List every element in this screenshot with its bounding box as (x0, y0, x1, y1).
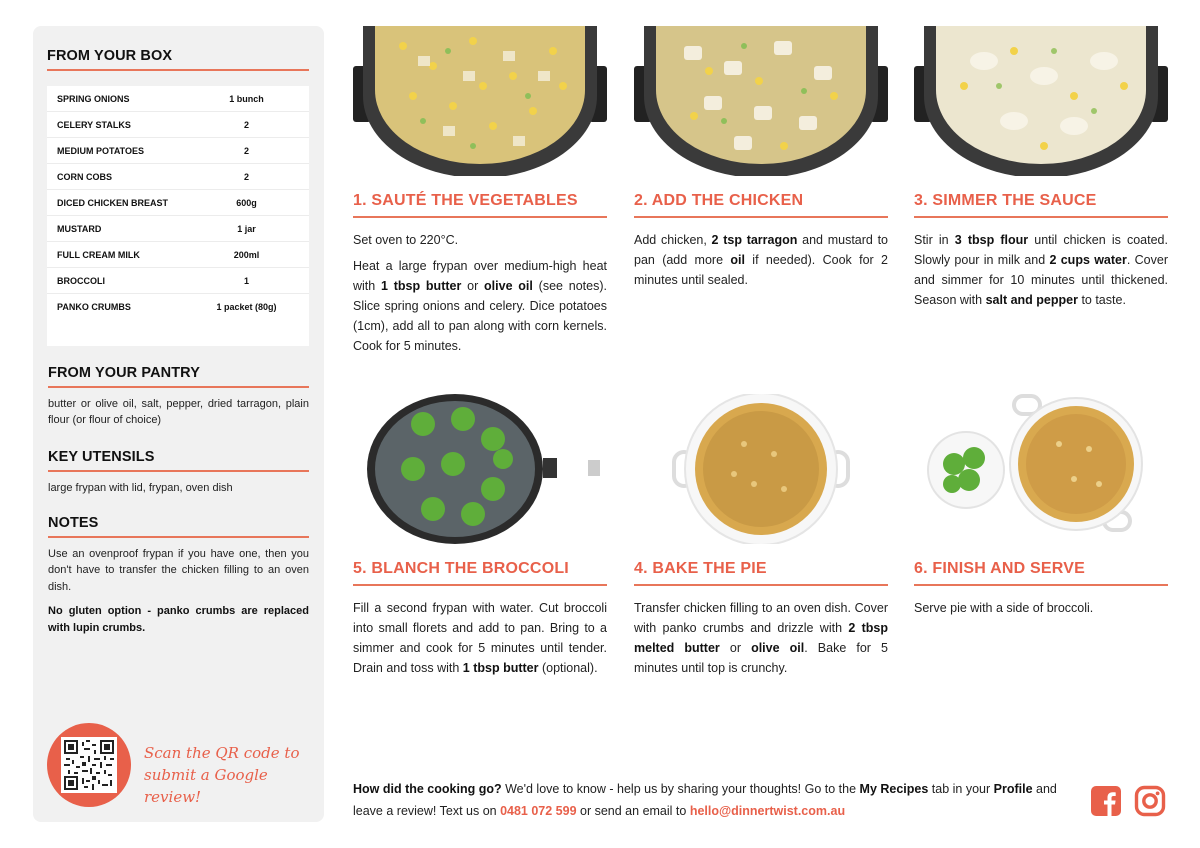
ingredient-name: CELERY STALKS (57, 119, 131, 130)
bold-text: 1 tbsp butter (462, 660, 539, 675)
divider (914, 216, 1168, 218)
text-run: Fill a second frypan with water. Cut broccoli into small florets and add to pan. Bring to a simmer and cook for 5 minutes until tender. Drain and toss with (353, 600, 607, 675)
step-2-para (634, 230, 888, 290)
text-run: . Bake for 5 minutes until top is crunchy. (634, 640, 888, 675)
step-6-image (914, 394, 1168, 544)
ingredient-name: CORN COBS (57, 171, 113, 182)
step-5-para (353, 598, 607, 678)
bold-text: olive oil (751, 640, 805, 655)
ingredient-row (47, 190, 309, 216)
facebook-icon[interactable] (1090, 785, 1122, 817)
text-run: or send an email to (576, 804, 690, 818)
ingredients-table (47, 86, 309, 346)
text-run: or (461, 278, 485, 293)
step-3-image (914, 26, 1168, 176)
step-6 (914, 394, 1168, 618)
step-5-image (353, 394, 607, 544)
ingredient-row (47, 138, 309, 164)
step-4 (634, 394, 888, 678)
step-2-text (634, 230, 888, 290)
ingredient-qty: 2 (243, 119, 249, 130)
qr-caption-line: submit a Google review! (144, 766, 268, 806)
ingredient-name: MEDIUM POTATOES (57, 145, 145, 156)
text-run: and leave a review! Text us on (353, 782, 1057, 818)
ingredient-row (47, 268, 309, 294)
sidebar (33, 26, 324, 822)
step-3-para (914, 230, 1168, 310)
divider (48, 470, 309, 472)
ingredient-row (47, 216, 309, 242)
review-footer (353, 778, 1073, 822)
notes-section (48, 515, 309, 636)
divider (48, 536, 309, 538)
divider (48, 386, 309, 388)
profile-link[interactable]: Profile (993, 782, 1033, 796)
bold-text: 2 tbsp melted butter (634, 620, 889, 655)
ingredient-name: SPRING ONIONS (57, 93, 130, 104)
divider (634, 216, 888, 218)
text-run: if needed). Cook for 2 minutes until sealed. (634, 252, 888, 287)
step-4-image (634, 394, 888, 544)
step-6-para: Serve pie with a side of broccoli. (914, 600, 1094, 615)
text-run: until chicken is coated. Slowly pour in milk and (914, 232, 1168, 267)
step-5 (353, 394, 607, 678)
step-4-title: 4. BAKE THE PIE (634, 560, 767, 577)
step-6-title: 6. FINISH AND SERVE (914, 560, 1085, 577)
divider (914, 584, 1168, 586)
bold-text: salt and pepper (985, 292, 1078, 307)
text-run: or (719, 640, 752, 655)
text-run: We'd love to know - help us by sharing your thoughts! Go to the (501, 782, 860, 796)
pantry-title: FROM YOUR PANTRY (48, 365, 200, 381)
ingredient-qty: 2 (243, 171, 249, 182)
text-run: Stir in (914, 232, 955, 247)
divider (353, 584, 607, 586)
bold-text: 1 tbsp butter (381, 278, 462, 293)
qr-caption (144, 742, 314, 808)
notes-text: Use an ovenproof frypan if you have one, then you don't have to transfer the chicken filling to an oven dish. (48, 547, 309, 593)
step-1-text (353, 230, 607, 356)
ingredient-qty: 1 bunch (229, 93, 264, 104)
notes-gluten-option: No gluten option - panko crumbs are replaced with lupin crumbs. (48, 605, 309, 634)
bold-text: olive oil (484, 278, 533, 293)
bold-text: 2 cups water (1049, 252, 1127, 267)
ingredient-qty: 600g (236, 197, 257, 208)
step-3-text (914, 230, 1168, 310)
text-run: to taste. (1077, 292, 1126, 307)
ingredient-qty: 200ml (233, 249, 260, 260)
step-3 (914, 26, 1168, 310)
ingredient-qty: 1 (243, 275, 249, 286)
utensils-title: KEY UTENSILS (48, 449, 155, 465)
ingredient-name: FULL CREAM MILK (57, 249, 140, 260)
from-your-box-title: FROM YOUR BOX (47, 48, 173, 64)
ingredient-qty: 1 packet (80g) (216, 302, 277, 312)
step-2-image (634, 26, 888, 176)
notes-title: NOTES (48, 515, 99, 531)
step-1 (353, 26, 607, 356)
bold-text: 2 tsp tarragon (711, 232, 798, 247)
utensils-section (48, 449, 309, 496)
bold-text: oil (730, 252, 745, 267)
step-1-para: Set oven to 220°C. (353, 232, 459, 247)
step-4-text (634, 598, 888, 678)
text-run: . Cover and simmer for 10 minutes until thickened. Season with (914, 252, 1168, 307)
ingredient-qty: 2 (243, 145, 249, 156)
text-run: Add chicken, (634, 232, 712, 247)
step-5-text (353, 598, 607, 678)
ingredient-row (47, 242, 309, 268)
email-link[interactable]: hello@dinnertwist.com.au (689, 804, 846, 818)
step-1-image (353, 26, 607, 176)
step-4-para (634, 598, 888, 678)
from-your-box-section (47, 48, 309, 71)
qr-caption-line: Scan the QR code to (144, 744, 300, 762)
text-run: (optional). (538, 660, 598, 675)
pantry-text: butter or olive oil, salt, pepper, dried tarragon, plain flour (or flour of choice) (48, 397, 309, 426)
ingredient-row (47, 294, 309, 320)
text-run: and mustard to pan (add more (634, 232, 889, 267)
qr-badge[interactable] (47, 723, 131, 807)
divider (47, 69, 309, 71)
step-6-text (914, 598, 1168, 618)
ingredient-row (47, 112, 309, 138)
footer-question: How did the cooking go? (353, 782, 502, 796)
step-5-title: 5. BLANCH THE BROCCOLI (353, 560, 569, 577)
phone-link[interactable]: 0481 072 599 (500, 804, 577, 818)
qr-code-icon[interactable] (61, 737, 117, 793)
ingredient-row (47, 164, 309, 190)
ingredient-qty: 1 jar (237, 223, 256, 234)
my-recipes-link[interactable]: My Recipes (859, 782, 929, 796)
bold-text: 3 tbsp flour (954, 232, 1029, 247)
ingredient-name: BROCCOLI (57, 275, 105, 286)
step-1-para (353, 256, 607, 356)
pantry-section (48, 365, 309, 429)
step-2 (634, 26, 888, 290)
utensils-text: large frypan with lid, frypan, oven dish (48, 481, 233, 494)
step-2-title: 2. ADD THE CHICKEN (634, 192, 804, 209)
ingredient-row (47, 86, 309, 112)
text-run: (see notes). Slice spring onions and celery. Dice potatoes (1cm), add all to pan along with corn kernels. Cook for 5 minutes. (353, 278, 607, 353)
divider (353, 216, 607, 218)
ingredient-name: MUSTARD (57, 223, 102, 234)
instagram-icon[interactable] (1134, 785, 1166, 817)
text-run: Heat a large frypan over medium-high heat with (353, 258, 607, 293)
ingredient-name: DICED CHICKEN BREAST (57, 197, 169, 208)
step-3-title: 3. SIMMER THE SAUCE (914, 192, 1097, 209)
ingredient-name: PANKO CRUMBS (57, 302, 131, 312)
text-run: tab in your (928, 782, 994, 796)
step-1-title: 1. SAUTÉ THE VEGETABLES (353, 192, 578, 209)
divider (634, 584, 888, 586)
text-run: Transfer chicken filling to an oven dish. Cover with panko crumbs and drizzle with (634, 600, 888, 635)
